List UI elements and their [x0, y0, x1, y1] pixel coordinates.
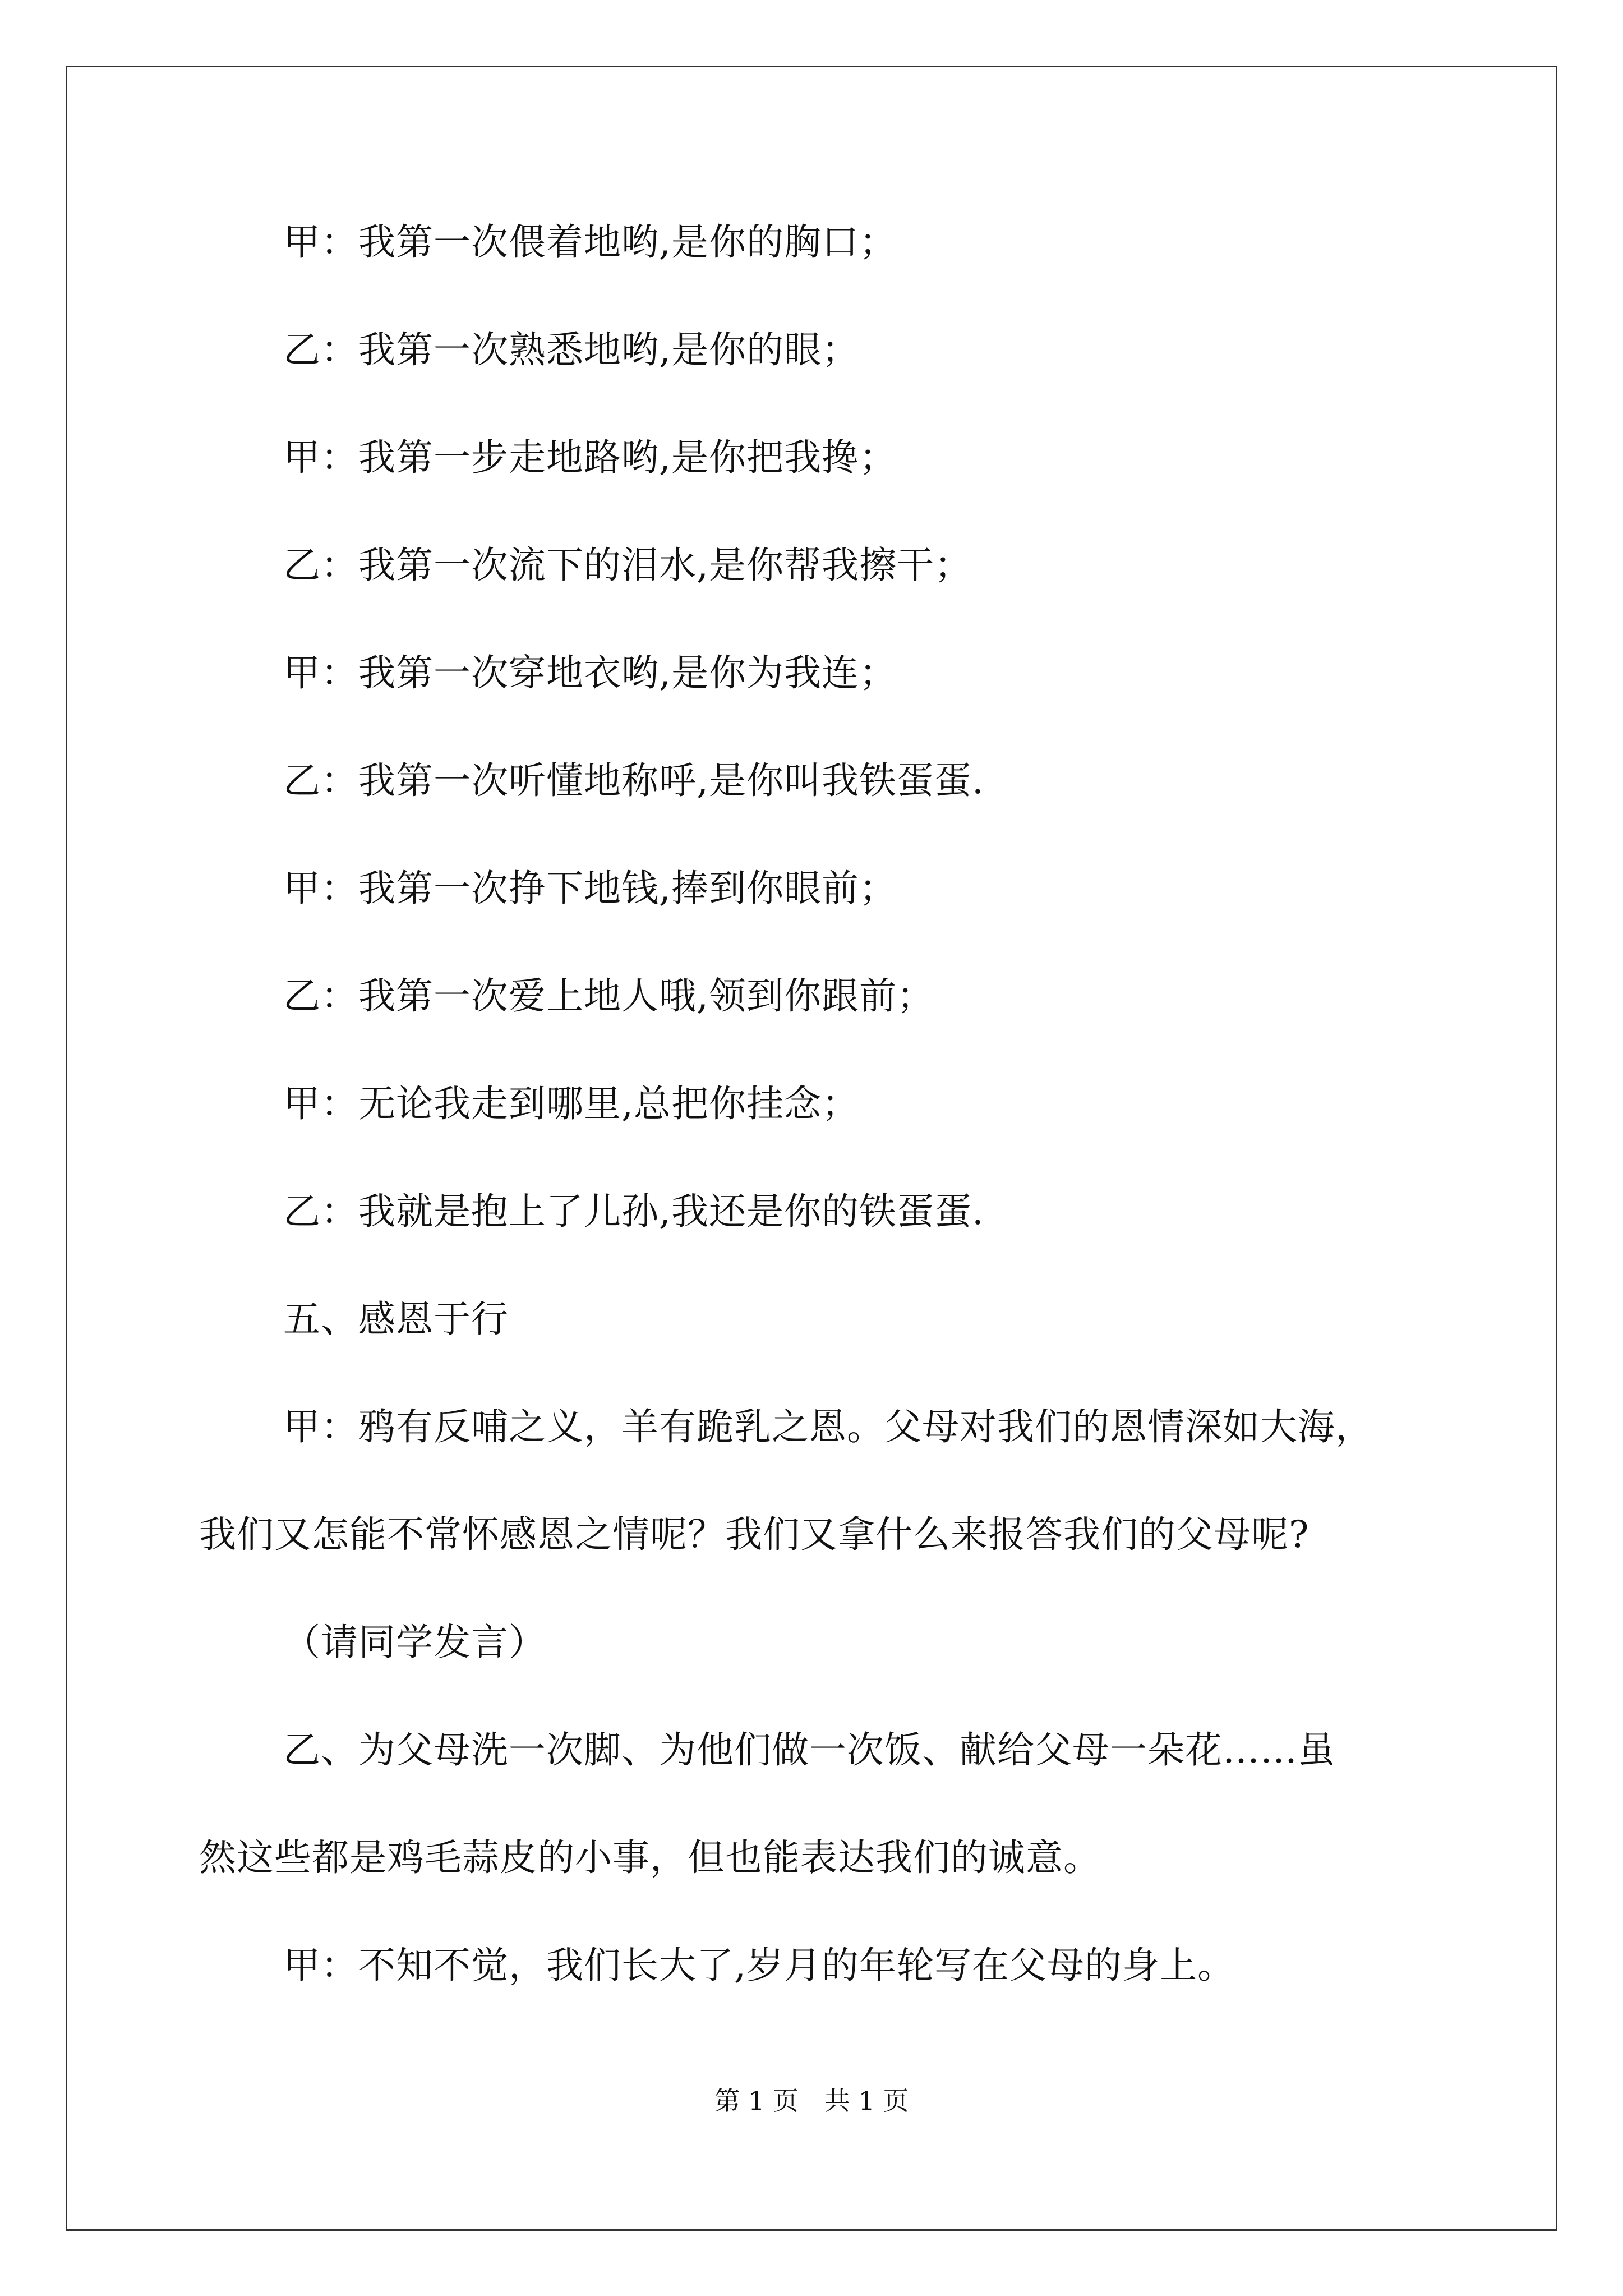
paragraph-line: 甲：鸦有反哺之义，羊有跪乳之恩。父母对我们的恩情深如大海， — [283, 1405, 1373, 1448]
page-border — [66, 66, 1557, 2231]
paragraph-line: 然这些都是鸡毛蒜皮的小事，但也能表达我们的诚意。 — [199, 1836, 1101, 1879]
stage-note: （请同学发言） — [283, 1621, 546, 1664]
paragraph-line: 乙、为父母洗一次脚、为他们做一次饭、献给父母一朵花……虽 — [283, 1728, 1335, 1772]
dialogue-line: 乙：我第一次熟悉地哟,是你的眼； — [283, 328, 859, 371]
dialogue-line: 甲：我第一次偎着地哟,是你的胸口； — [283, 220, 897, 264]
dialogue-line: 甲：我第一次挣下地钱,捧到你眼前； — [283, 867, 897, 910]
dialogue-line: 乙：我就是抱上了儿孙,我还是你的铁蛋蛋. — [283, 1190, 984, 1233]
dialogue-line: 甲：我第一步走地路哟,是你把我搀； — [283, 436, 897, 479]
dialogue-line: 乙：我第一次流下的泪水,是你帮我擦干； — [283, 544, 972, 587]
dialogue-line: 乙：我第一次爱上地人哦,领到你跟前； — [283, 974, 934, 1018]
paragraph-line: 甲：不知不觉，我们长大了,岁月的年轮写在父母的身上。 — [283, 1944, 1235, 1987]
section-heading: 五、感恩于行 — [283, 1297, 509, 1341]
dialogue-line: 甲：我第一次穿地衣哟,是你为我连； — [283, 651, 897, 694]
page-number: 第 1 页 共 1 页 — [714, 2086, 909, 2116]
paragraph-line: 我们又怎能不常怀感恩之情呢？我们又拿什么来报答我们的父母呢? — [199, 1513, 1310, 1556]
dialogue-line: 甲：无论我走到哪里,总把你挂念； — [283, 1082, 859, 1125]
dialogue-line: 乙：我第一次听懂地称呼,是你叫我铁蛋蛋. — [283, 759, 984, 802]
